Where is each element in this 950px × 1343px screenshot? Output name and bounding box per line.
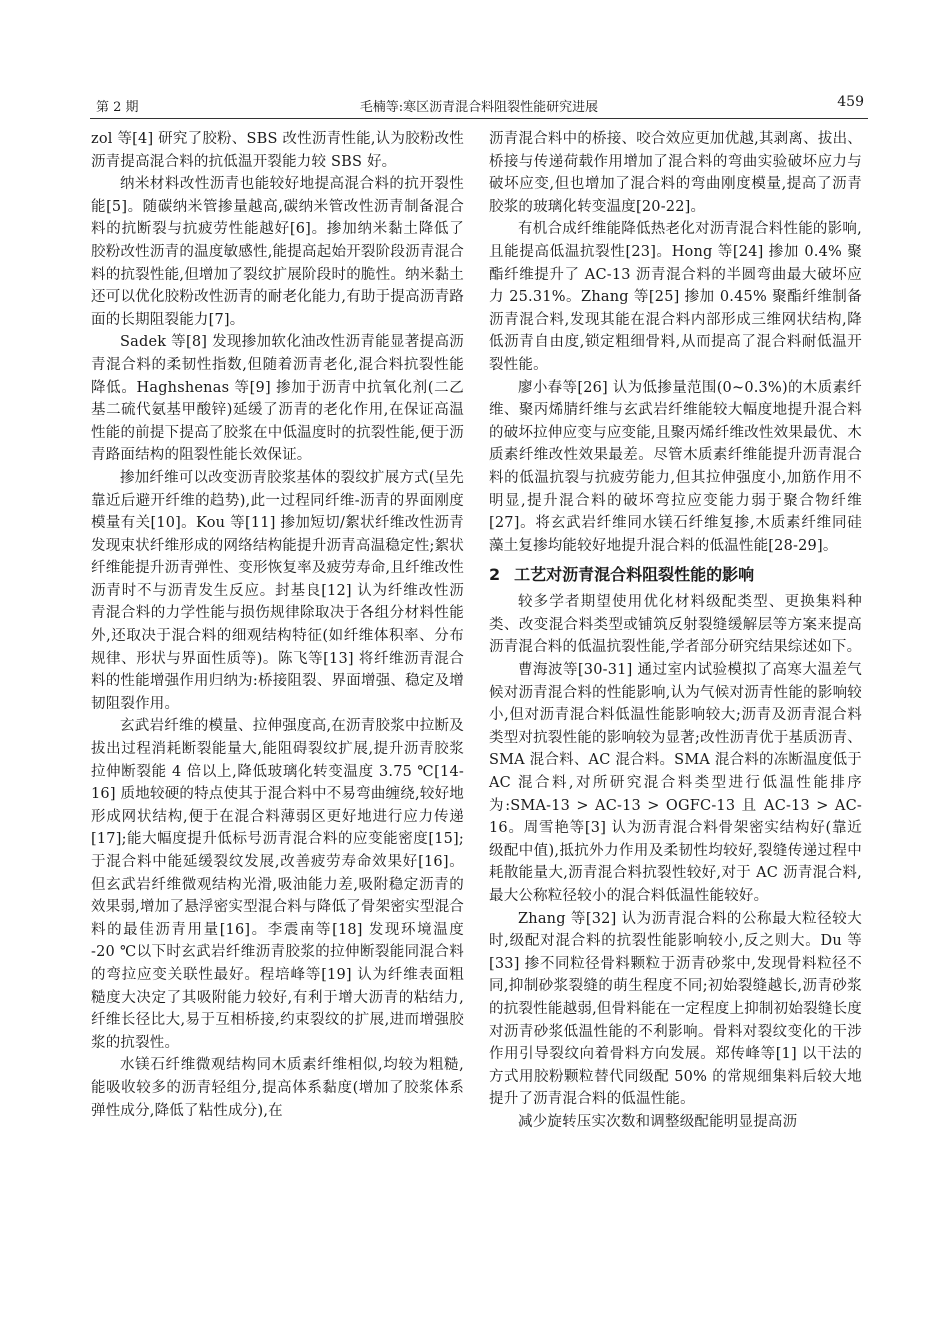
paragraph: Sadek 等[8] 发现掺加软化油改性沥青能显著提高沥青混合料的柔韧性指数,但随着沥青老化,混合料抗裂性能降低。Haghshenas 等[9] 掺加于沥青中抗氧化剂(二乙基二硫代氨基甲酸锌)延缓了沥青的老化作用,在保证高温性能的前提下提高了胶浆在中低温度时的抗裂性能,便于沥青路面结构的阻裂性能长效保证。 xyxy=(91,334,464,464)
paragraph: 较多学者期望使用优化材料级配类型、更换集料种类、改变混合料类型或铺筑反射裂缝缓解层等方案来提高沥青混合料的低温抗裂性能,学者部分研究结果综述如下。 xyxy=(489,594,862,656)
paragraph: 纳米材料改性沥青也能较好地提高混合料的抗开裂性能[5]。随碳纳米管掺量越高,碳纳米管改性沥青制备混合料的抗断裂与抗疲劳性能越好[6]。掺加纳米黏土降低了胶粉改性沥青的温度敏感性,能提高起始开裂阶段沥青混合料的抗裂性能,但增加了裂纹扩展阶段时的脆性。纳米黏土还可以优化胶粉改性沥青的耐老化能力,有助于提高沥青路面的长期阻裂能力[7]。 xyxy=(91,176,464,328)
paragraph: 玄武岩纤维的模量、拉伸强度高,在沥青胶浆中拉断及拔出过程消耗断裂能量大,能阻碍裂纹扩展,提升沥青胶浆拉伸断裂能 4 倍以上,降低玻璃化转变温度 3.75 ℃[14-16] 质地较硬的特点使其于混合料中不易弯曲缠绕,较好地形成网状结构,便于在混合料薄弱区更好地进行应力传递[17];能大幅度提升低标号沥青混合料的应变能密度[15];于混合料中能延缓裂纹发展,改善疲劳寿命效果好[16]。但玄武岩纤维微观结构光滑,吸油能力差,吸附稳定沥青的效果弱,增加了悬浮密实型混合料与降低了骨架密实型混合料的最佳沥青用量[16]。李震南等[18] 发现环境温度 -20 ℃以下时玄武岩纤维沥青胶浆的拉伸断裂能同混合料的弯拉应变关联性最好。程培峰等[19] 认为纤维表面粗糙度大决定了其吸附能力较好,有利于增大沥青的粘结力,纤维长径比大,易于互相桥接,约束裂纹的扩展,进而增强胶浆的抗裂性。 xyxy=(91,718,464,1051)
section-number: 2 xyxy=(489,565,501,585)
paragraph: 曹海波等[30-31] 通过室内试验模拟了高寒大温差气候对沥青混合料的性能影响,认为气候对沥青性能的影响较小,但对沥青混合料低温性能影响较大;沥青及沥青混合料类型对抗裂性能的影响较为显著;改性沥青优于基质沥青、SMA 混合料、AC 混合料。SMA 混合料的冻断温度低于 AC 混合料,对所研究混合料类型进行低温性能排序为:SMA-13 > AC-13 > OGFC-13 且 AC-13 > AC-16。周雪艳等[3] 认为沥青混合料骨架密实结构好(靠近级配中值),抵抗外力作用及柔韧性均较好,裂缝传递过程中耗散能量大,沥青混合料抗裂性较好,对于 AC 沥青混合料,最大公称粒径较小的混合料低温性能较好。 xyxy=(489,662,862,904)
issue-label: 第 2 期 xyxy=(96,100,139,115)
paragraph: 廖小春等[26] 认为低掺量范围(0~0.3%)的木质素纤维、聚丙烯腈纤维与玄武岩纤维能较大幅度地提升混合料的破坏拉伸应变与应变能,且聚丙烯纤维改性效果最优、木质素纤维改性效果最差。尽管木质素纤维能提升沥青混合料的低温抗裂与抗疲劳能力,但其拉伸强度小,加筋作用不明显,提升混合料的破坏弯拉应变能力弱于聚合物纤维[27]。将玄武岩纤维同水镁石纤维复掺,木质素纤维同硅藻土复掺均能较好地提升混合料的低温性能[28-29]。 xyxy=(489,379,862,554)
paragraph: Zhang 等[32] 认为沥青混合料的公称最大粒径较大时,级配对混合料的抗裂性能影响较小,反之则大。Du 等[33] 掺不同粒径骨料颗粒于沥青砂浆中,发现骨料粒径不同,抑制砂浆裂缝的萌生程度不同;初始裂缝越长,沥青砂浆的抗裂性能越弱,但骨料能在一定程度上抑制初始裂缝长度对沥青砂浆低温性能的不利影响。骨料对裂纹变化的干涉作用引导裂纹向着骨料方向发展。郑传峰等[1] 以干法的方式用胶粉颗粒替代同级配 50% 的常规细集料后较大地提升了沥青混合料的低温性能。 xyxy=(489,910,862,1108)
paragraph: 沥青混合料中的桥接、咬合效应更加优越,其剥离、拔出、桥接与传递荷载作用增加了混合料的弯曲实验破坏应力与破坏应变,但也增加了混合料的弯曲刚度模量,提高了沥青胶浆的玻璃化转变温度[20-22]。 xyxy=(489,131,862,215)
left-column xyxy=(91,128,464,1122)
section-title: 工艺对沥青混合料阻裂性能的影响 xyxy=(514,565,755,585)
paragraph: 水镁石纤维微观结构同木质素纤维相似,均较为粗糙,能吸收较多的沥青轻组分,提高体系黏度(增加了胶浆体系弹性成分,降低了粘性成分),在 xyxy=(91,1057,464,1119)
running-title: 毛楠等:寒区沥青混合料阻裂性能研究进展 xyxy=(359,100,599,115)
paragraph: 减少旋转压实次数和调整级配能明显提高沥 xyxy=(518,1113,798,1130)
section-heading xyxy=(489,563,862,587)
paragraph: 掺加纤维可以改变沥青胶浆基体的裂纹扩展方式(呈先靠近后避开纤维的趋势),此一过程同纤维-沥青的界面刚度模量有关[10]。Kou 等[11] 掺加短切/絮状纤维改性沥青发现束状纤维形成的网络结构能提升沥青高温稳定性;絮状纤维能提升沥青弹性、变形恢复率及疲劳寿命,且纤维改性沥青时不与沥青发生反应。封基良[12] 认为纤维改性沥青混合料的力学性能与损伤规律除取决于各组分材料性能外,还取决于混合料的细观结构特征(如纤维体积率、分布规律、形状与界面性质等)。陈飞等[13] 将纤维沥青混合料的性能增强作用归纳为:桥接阻裂、界面增强、稳定及增韧阻裂作用。 xyxy=(91,469,464,712)
page-number: 459 xyxy=(837,94,864,110)
paragraph: 有机合成纤维能降低热老化对沥青混合料性能的影响,且能提高低温抗裂性[23]。Hong 等[24] 掺加 0.4% 聚酯纤维提升了 AC-13 沥青混合料的半圆弯曲最大破坏应力 25.31%。Zhang 等[25] 掺加 0.45% 聚酯纤维制备沥青混合料,发现其能在混合料内部形成三维网状结构,降低沥青自由度,锁定粗细骨料,从而提高了混合料耐低温开裂性能。 xyxy=(489,221,862,373)
right-column xyxy=(489,128,862,1134)
page-header xyxy=(90,92,868,119)
paragraph: zol 等[4] 研究了胶粉、SBS 改性沥青性能,认为胶粉改性沥青提高混合料的抗低温开裂能力较 SBS 好。 xyxy=(91,131,464,170)
